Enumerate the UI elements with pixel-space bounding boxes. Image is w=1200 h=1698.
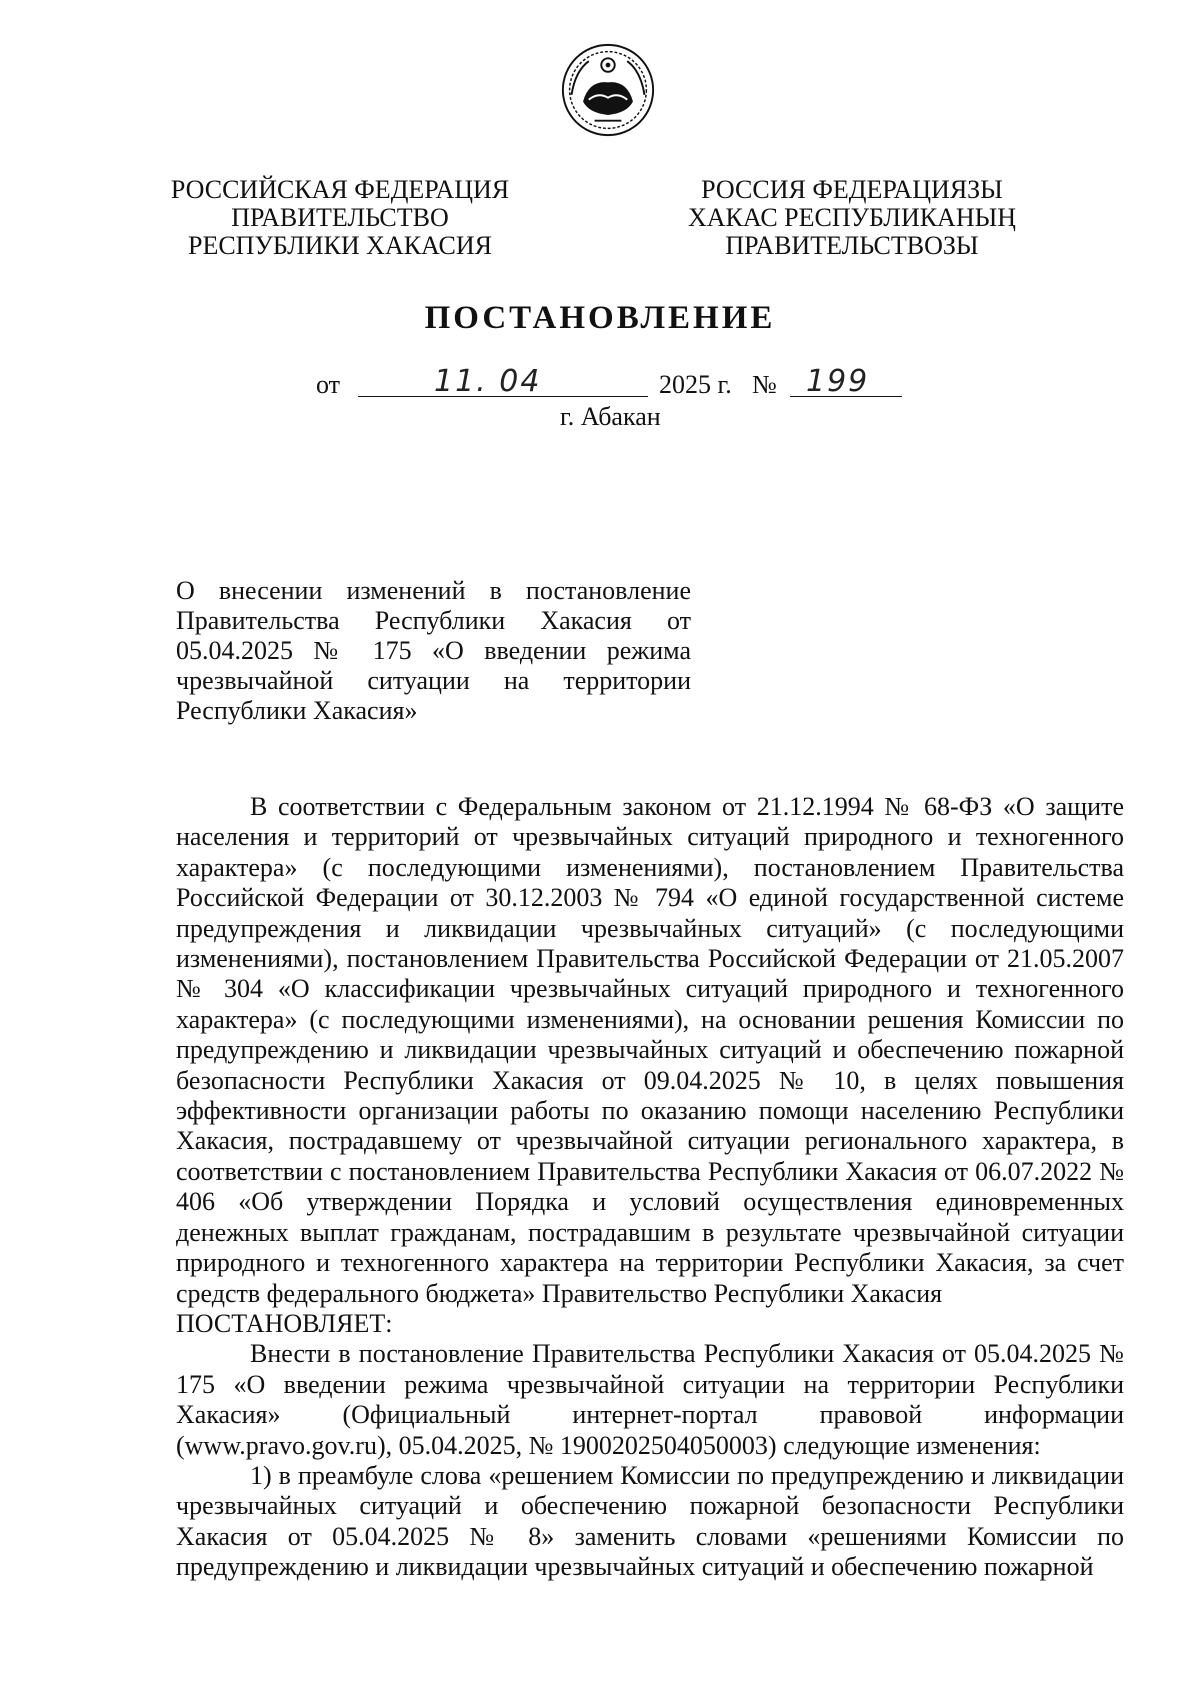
header-right-line-3: ПРАВИТЕЛЬСТВОЗЫ bbox=[725, 231, 979, 260]
document-subject: О внесении изменений в постановление Правительства Республики Хакасия от 05.04.2025 № 175 «О введении режима чрезвычайной ситуации на территории Республики Хакасия» bbox=[176, 576, 691, 725]
date-year: 2025 г. bbox=[659, 370, 732, 399]
header-left-line-1: РОССИЙСКАЯ ФЕДЕРАЦИЯ bbox=[170, 175, 510, 204]
body-paragraph-3: 1) в преамбуле слова «решением Комиссии по предупреждению и ликвидации чрезвычайных ситуаций и обеспечению пожарной безопасности Республики Хакасия от 05.04.2025 № 8» заменить словами «решениями Комиссии по предупреждению и ликвидации чрезвычайных ситуаций и обеспечению пожарной bbox=[176, 1460, 1124, 1582]
header-right-block bbox=[672, 176, 1032, 260]
header-right-line-1: РОССИЯ ФЕДЕРАЦИЯЗЫ bbox=[701, 175, 1003, 204]
header-right-line-2: ХАКАС РЕСПУБЛИКАНЫҢ bbox=[687, 203, 1017, 232]
coat-of-arms-emblem-icon bbox=[560, 42, 656, 138]
date-number-line bbox=[316, 364, 936, 406]
body-paragraph-1: В соответствии с Федеральным законом от 21.12.1994 № 68-ФЗ «О защите населения и территорий от чрезвычайных ситуаций природного и техногенного характера» (с последующими изменениями), постановлением Правительства Российской Федерации от 30.12.2003 № 794 «О единой государственной системе предупреждения и ликвидации чрезвычайных ситуаций» (с последующими изменениями), постановлением Правительства Российской Федерации от 21.05.2007 № 304 «О классификации чрезвычайных ситуаций природного и техногенного характера» (с последующими изменениями), на основании решения Комиссии по предупреждению и ликвидации чрезвычайных ситуаций и обеспечению пожарной безопасности Республики Хакасия от 09.04.2025 № 10, в целях повышения эффективности организации работы по оказанию помощи населению Республики Хакасия, пострадавшему от чрезвычайной ситуации регионального характера, в соответствии с постановлением Правительства Республики Хакасия от 06.07.2022 № 406 «Об утверждении Порядка и условий осуществления единовременных денежных выплат гражданам, пострадавшим в результате чрезвычайной ситуации природного и техногенного характера на территории Республики Хакасия, за счет средств федерального бюджета» Правительство Республики Хакасия bbox=[176, 792, 1124, 1308]
body-paragraph-1-resolves: ПОСТАНОВЛЯЕТ: bbox=[176, 1308, 393, 1338]
document-title: ПОСТАНОВЛЕНИЕ bbox=[424, 300, 776, 336]
handwritten-date: 11. 04 bbox=[434, 364, 542, 399]
city-name: г. Абакан bbox=[560, 402, 661, 431]
header-left-line-3: РЕСПУБЛИКИ ХАКАСИЯ bbox=[187, 231, 492, 260]
number-sign: № bbox=[752, 370, 777, 399]
header-left-block bbox=[160, 176, 520, 260]
date-prefix: от bbox=[316, 370, 341, 399]
document-body bbox=[176, 792, 1124, 1583]
handwritten-number: 199 bbox=[806, 364, 870, 399]
body-paragraph-2: Внести в постановление Правительства Республики Хакасия от 05.04.2025 № 175 «О введении режима чрезвычайной ситуации на территории Республики Хакасия» (Официальный интернет-портал правовой информации (www.pravo.gov.ru), 05.04.2025, № 1900202504050003) следующие изменения: bbox=[176, 1339, 1124, 1460]
header-left-line-2: ПРАВИТЕЛЬСТВО bbox=[231, 203, 449, 232]
